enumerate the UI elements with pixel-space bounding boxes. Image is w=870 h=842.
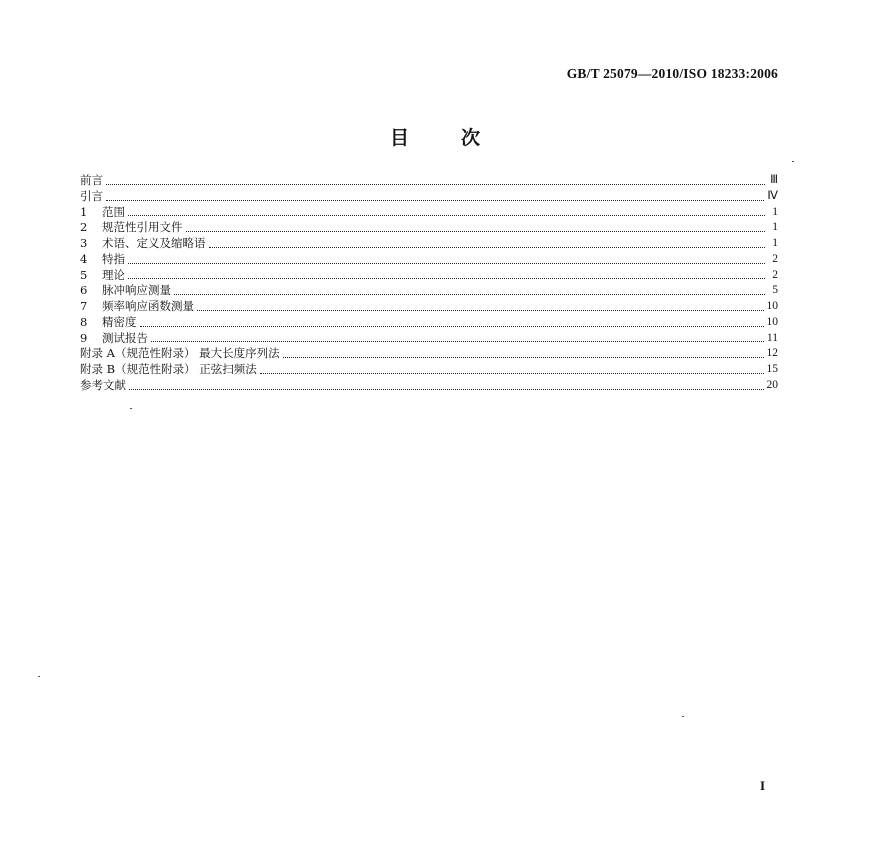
toc-leader-dots — [186, 231, 766, 232]
toc-entry[interactable] — [80, 236, 778, 252]
toc-entry-page: Ⅲ — [770, 174, 778, 186]
toc-leader-dots — [129, 389, 764, 390]
toc-entry-label: 精密度 — [102, 314, 137, 329]
toc-entry[interactable] — [80, 189, 778, 205]
toc-leader-dots — [209, 247, 766, 248]
toc-entry-number: 4 — [80, 251, 88, 266]
toc-entry[interactable] — [80, 252, 778, 268]
toc-entry-label: 参考文献 — [80, 377, 126, 392]
toc-entry-page: 2 — [772, 268, 778, 281]
toc-entry-label: 特指 — [102, 251, 125, 266]
toc-entry-label: 引言 — [80, 188, 103, 203]
scan-speck — [38, 676, 40, 677]
toc-entry[interactable] — [80, 362, 778, 378]
toc-entry-page: Ⅳ — [767, 189, 778, 202]
toc-entry-number: 1 — [80, 204, 88, 219]
toc-entry-page: 20 — [766, 378, 778, 391]
toc-leader-dots — [151, 341, 764, 342]
toc-entry-label: 测试报告 — [102, 330, 148, 345]
toc-entry[interactable] — [80, 331, 778, 347]
toc-entry[interactable] — [80, 346, 778, 362]
toc-title — [0, 123, 870, 150]
scan-speck — [792, 161, 794, 162]
toc-entry-label: 附录 B（规范性附录） 正弦扫频法 — [80, 362, 257, 376]
toc-leader-dots — [260, 373, 764, 374]
toc-entry-page: 12 — [766, 347, 778, 360]
toc-entry[interactable] — [80, 378, 778, 394]
toc-entry-number: 2 — [80, 220, 88, 235]
toc-leader-dots — [283, 357, 764, 358]
toc-title-char-2: 次 — [461, 127, 481, 149]
toc-leader-dots — [174, 294, 765, 295]
toc-entry-number: 6 — [80, 283, 88, 298]
toc-entry[interactable] — [80, 315, 778, 331]
toc-entry-label: 附录 A（规范性附录） 最大长度序列法 — [80, 346, 280, 361]
toc-entry-label: 范围 — [102, 204, 125, 219]
standard-code: GB/T 25079—2010/ISO 18233:2006 — [566, 66, 778, 81]
toc-entry[interactable] — [80, 299, 778, 315]
scan-speck — [682, 716, 684, 717]
toc-leader-dots — [128, 263, 765, 264]
toc-entry-number: 3 — [80, 236, 88, 250]
toc-leader-dots — [128, 215, 765, 216]
table-of-contents — [80, 173, 778, 394]
toc-entry[interactable] — [80, 220, 778, 236]
toc-entry-label: 脉冲响应测量 — [102, 283, 171, 298]
toc-entry-page: 10 — [766, 315, 778, 328]
toc-entry-page: 2 — [772, 252, 778, 265]
toc-entry-number: 9 — [80, 330, 88, 345]
toc-title-char-1: 目 — [389, 127, 409, 149]
toc-entry[interactable] — [80, 283, 778, 299]
toc-leader-dots — [140, 326, 764, 327]
toc-leader-dots — [106, 184, 765, 185]
toc-entry-page: 1 — [772, 237, 778, 249]
toc-entry-label: 规范性引用文件 — [102, 220, 183, 235]
scan-speck — [130, 408, 132, 409]
toc-entry-page: 5 — [772, 284, 778, 297]
toc-entry-label: 频率响应函数测量 — [102, 299, 194, 313]
toc-entry-page: 15 — [766, 363, 778, 375]
toc-entry-label: 前言 — [80, 173, 103, 187]
toc-entry[interactable] — [80, 205, 778, 221]
toc-entry-label: 理论 — [102, 267, 125, 282]
toc-entry-label: 术语、定义及缩略语 — [102, 236, 206, 250]
toc-leader-dots — [106, 200, 764, 201]
toc-entry-number: 7 — [80, 299, 88, 313]
page-number: I — [759, 778, 765, 793]
toc-entry[interactable] — [80, 268, 778, 284]
toc-entry-number: 8 — [80, 314, 88, 329]
toc-entry-page: 11 — [766, 331, 778, 344]
toc-entry-page: 10 — [766, 300, 778, 312]
toc-leader-dots — [197, 310, 764, 311]
toc-entry-page: 1 — [772, 221, 778, 234]
toc-entry[interactable] — [80, 173, 778, 189]
toc-leader-dots — [128, 278, 765, 279]
toc-entry-number: 5 — [80, 267, 88, 282]
toc-entry-page: 1 — [772, 205, 778, 218]
